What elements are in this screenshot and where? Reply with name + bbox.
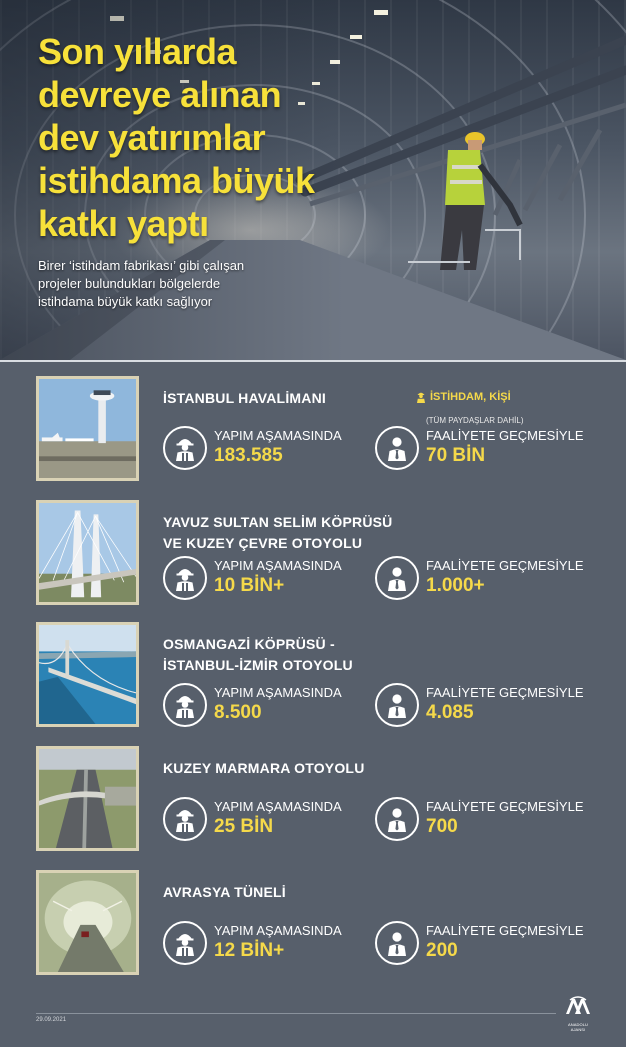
footer-date: 29.09.2021: [36, 1017, 67, 1023]
stat-value: 25 BİN: [214, 816, 274, 837]
project-title: [163, 634, 423, 676]
page-subtitle: [38, 257, 298, 311]
project-title-line: VE KUZEY ÇEVRE OTOYOLU: [163, 535, 363, 551]
stat-label: YAPIM AŞAMASINDA: [214, 428, 342, 443]
stat-icon-circle: [375, 426, 419, 470]
stat-icon-circle: [163, 556, 207, 600]
legend-label: İSTİHDAM, KİŞİ: [430, 391, 511, 403]
project-title-line: AVRASYA TÜNELİ: [163, 884, 286, 900]
project-title-line: YAVUZ SULTAN SELİM KÖPRÜSÜ: [163, 514, 393, 530]
project-title-line: KUZEY MARMARA OTOYOLU: [163, 760, 365, 776]
road-tunnel-photo: [39, 873, 136, 972]
title-line: dev yatırımlar: [38, 117, 266, 158]
project-title: [163, 388, 423, 409]
hero-banner: [0, 0, 626, 360]
stat-note: (TÜM PAYDAŞLAR DAHİL): [426, 416, 524, 425]
stat-label: YAPIM AŞAMASINDA: [214, 685, 342, 700]
project-avrasya-tunnel: [0, 870, 626, 980]
stat-icon-circle: [163, 426, 207, 470]
project-photo: [36, 500, 139, 605]
stat-value: 1.000+: [426, 575, 485, 596]
bridge-photo: [39, 503, 136, 602]
title-line: katkı yaptı: [38, 203, 209, 244]
stat-value: 700: [426, 816, 458, 837]
project-istanbul-airport: [0, 376, 626, 486]
office-worker-icon: [385, 435, 409, 461]
office-worker-icon: [385, 930, 409, 956]
construction-worker-icon: [173, 692, 197, 718]
construction-worker-icon: [173, 930, 197, 956]
office-worker-icon: [385, 806, 409, 832]
title-line: istihdama büyük: [38, 160, 315, 201]
project-title-line: İSTANBUL-İZMİR OTOYOLU: [163, 657, 353, 673]
office-worker-icon: [385, 692, 409, 718]
subtitle-line: Birer ‘istihdam fabrikası’ gibi çalışan: [38, 258, 245, 273]
stat-label: FAALİYETE GEÇMESİYLE: [426, 799, 584, 814]
suspension-bridge-photo: [39, 625, 136, 724]
project-title-line: OSMANGAZİ KÖPRÜSÜ -: [163, 636, 335, 652]
subtitle-line: projeler bulundukları bölgelerde: [38, 276, 221, 291]
stat-label: YAPIM AŞAMASINDA: [214, 558, 342, 573]
stat-label: YAPIM AŞAMASINDA: [214, 923, 342, 938]
project-yavuz-sultan-selim-bridge: [0, 500, 626, 610]
stat-value: 4.085: [426, 702, 474, 723]
stat-value: 70 BİN: [426, 445, 486, 466]
project-photo: [36, 746, 139, 851]
stat-icon-circle: [375, 797, 419, 841]
construction-worker-icon: [173, 435, 197, 461]
footer-divider: [36, 1013, 556, 1014]
project-title: [163, 882, 423, 903]
stat-icon-circle: [375, 921, 419, 965]
stat-label: FAALİYETE GEÇMESİYLE: [426, 428, 584, 443]
title-line: Son yıllarda: [38, 31, 237, 72]
stat-value: 183.585: [214, 445, 283, 466]
stat-label: FAALİYETE GEÇMESİYLE: [426, 558, 584, 573]
highway-photo: [39, 749, 136, 848]
stat-value: 10 BİN+: [214, 575, 285, 596]
stat-icon-circle: [163, 921, 207, 965]
stat-icon-circle: [375, 683, 419, 727]
project-title: [163, 512, 423, 554]
office-worker-icon: [385, 565, 409, 591]
project-title: [163, 758, 423, 779]
stat-label: FAALİYETE GEÇMESİYLE: [426, 923, 584, 938]
stat-label: YAPIM AŞAMASINDA: [214, 799, 342, 814]
stat-value: 200: [426, 940, 458, 961]
construction-worker-icon: [173, 565, 197, 591]
stat-value: 8.500: [214, 702, 262, 723]
title-line: devreye alınan: [38, 74, 282, 115]
project-photo: [36, 870, 139, 975]
project-photo: [36, 622, 139, 727]
construction-worker-icon: [173, 806, 197, 832]
page-title: [38, 30, 368, 245]
aa-logo-icon: [564, 996, 592, 1016]
agency-logo: [561, 996, 595, 1032]
airport-photo: [39, 379, 136, 478]
stat-label: FAALİYETE GEÇMESİYLE: [426, 685, 584, 700]
project-kuzey-marmara-highway: [0, 746, 626, 856]
stat-value: 12 BİN+: [214, 940, 285, 961]
logo-text: ANADOLU AJANSI: [567, 1022, 589, 1032]
project-osmangazi-bridge: [0, 622, 626, 732]
stat-icon-circle: [163, 683, 207, 727]
project-title-line: İSTANBUL HAVALİMANI: [163, 390, 326, 406]
hero-divider: [0, 360, 626, 362]
stat-icon-circle: [375, 556, 419, 600]
project-photo: [36, 376, 139, 481]
stat-icon-circle: [163, 797, 207, 841]
subtitle-line: istihdama büyük katkı sağlıyor: [38, 294, 213, 309]
